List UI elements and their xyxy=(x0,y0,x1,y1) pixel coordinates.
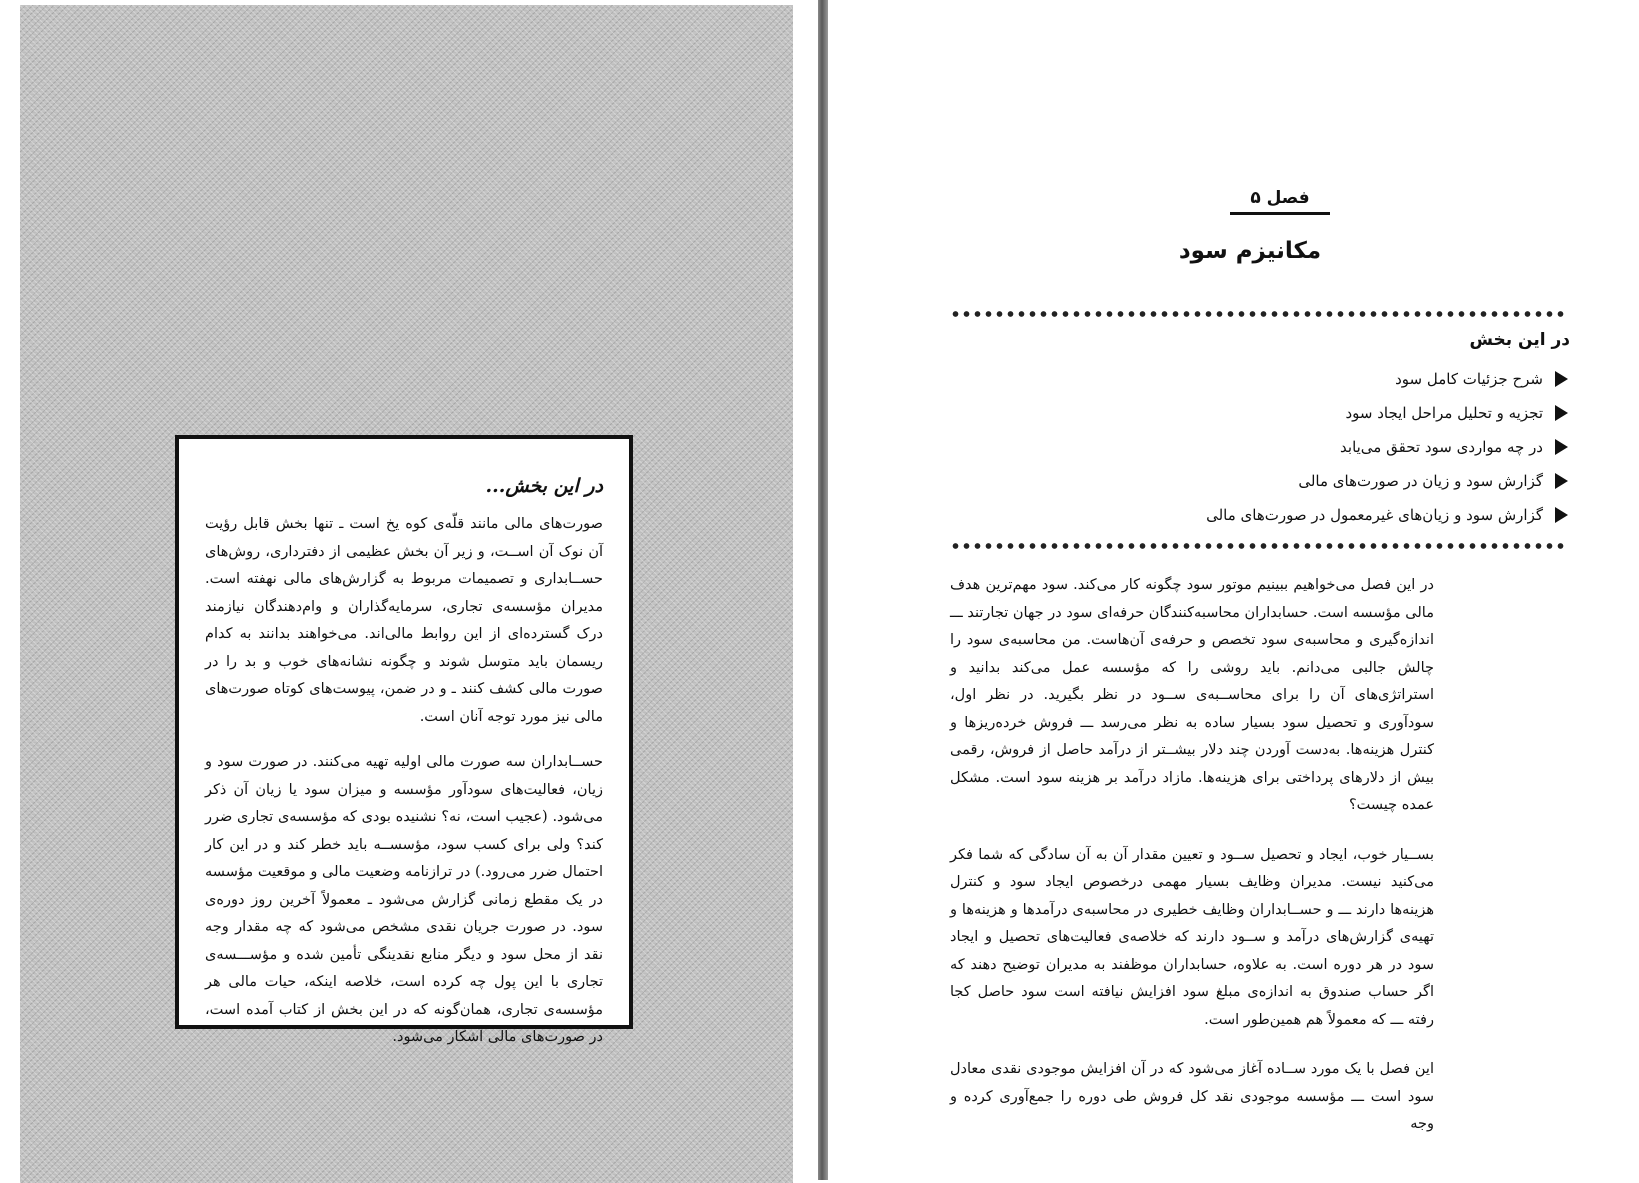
dotted-divider-bottom xyxy=(950,542,1566,550)
right-page xyxy=(930,0,1590,1180)
triangle-bullet-icon xyxy=(1555,473,1568,489)
list-item xyxy=(1206,430,1568,464)
list-item-text: شرح جزئیات کامل سود xyxy=(1395,370,1543,388)
triangle-bullet-icon xyxy=(1555,405,1568,421)
list-item-text: گزارش سود و زیان‌های غیرمعمول در صورت‌های مالی xyxy=(1206,506,1543,524)
intro-paragraph-2: حســابداران سه صورت مالی اولیه تهیه می‌کنند. در صورت سود و زیان، فعالیت‌های سودآور مؤسسه و میزان سود یا زیان آن ذکر می‌شود. (عجیب است، نه؟ نشنیده بودی که مؤسسه‌ی تجاری ضرر کند؟ ولی برای کسب سود، مؤسســه باید خطر کند و در این کار احتمال ضرر می‌رود.) در ترازنامه وضعیت مالی و موقعیت مؤسسه در یک مقطع زمانی گزارش می‌شود ـ معمولاً آخرین روز دوره‌ی سود. در صورت جریان نقدی مشخص می‌شود که چه مقدار وجه نقد از محل سود و دیگر منابع نقدینگی تأمین شده و مؤســـسه‌ی تجاری با این پول چه کرده است، خلاصه اینکه، حیات مالی هر مؤسسه‌ی تجاری، همان‌گونه که در این بخش از کتاب آمده است، در صورت‌های مالی آشکار می‌شود. xyxy=(205,754,603,1045)
list-item xyxy=(1206,498,1568,532)
list-item-text: گزارش سود و زیان در صورت‌های مالی xyxy=(1298,472,1543,490)
left-page xyxy=(20,5,793,1183)
triangle-bullet-icon xyxy=(1555,507,1568,523)
intro-box-title: در این بخش... xyxy=(485,475,603,497)
list-item xyxy=(1206,396,1568,430)
chapter-body xyxy=(950,572,1434,1161)
body-paragraph-3: این فصل با یک مورد ســاده آغاز می‌شود که در آن افزایش موجودی نقدی معادل سود است ـــ مؤسسه موجودی نقد کل فروش طی دوره را جمع‌آوری کرده و وجه xyxy=(950,1061,1434,1132)
triangle-bullet-icon xyxy=(1555,371,1568,387)
bullet-list xyxy=(1206,362,1568,532)
list-item xyxy=(1206,464,1568,498)
list-item xyxy=(1206,362,1568,396)
body-paragraph-1: در این فصل می‌خواهیم ببینیم موتور سود چگونه کار می‌کند. سود مهم‌ترین هدف مالی مؤسسه است. حسابداران محاسبه‌کنندگان حرفه‌ای سود در جهان تجارتند ـــ اندازه‌گیری و محاسبه‌ی سود تخصص و حرفه‌ی آن‌هاست. من محاسبه‌ی سود را چالش جالبی می‌دانم. باید روشی را که مؤسسه عمل می‌کند بدانید و استراتژی‌های آن را برای محاســبه‌ی ســود در نظر بگیرید. در نظر اول، سودآوری و تحصیل سود بسیار ساده به نظر می‌رسد ـــ فروش خرده‌ریزها و کنترل هزینه‌ها. به‌دست آوردن چند دلار بیشــتر از درآمد حاصل از فروش، رقمی بیش از دلارهای پرداختی برای هزینه‌ها. مازاد درآمد بر هزینه سود است. مشکل عمده چیست؟ xyxy=(950,577,1434,813)
intro-paragraph-1: صورت‌های مالی مانند قلّه‌ی کوه یخ است ـ تنها بخش قابل رؤیت آن نوک آن اســت، و زیر آن بخش عظیمی از دفترداری، روش‌های حســابداری و تصمیمات مربوط به گزارش‌های مالی نهفته است. مدیران مؤسسه‌ی تجاری، سرمایه‌گذاران و وام‌دهندگان نیازمند درک گسترده‌ای از این روابط مالی‌اند. می‌خواهند بدانند به کدام ریسمان باید متوسل شوند و چگونه نشانه‌های خوب و بد را در صورت مالی کشف کنند ـ و در ضمن، پیوست‌های کوتاه صورت‌های مالی نیز مورد توجه آنان است. xyxy=(205,516,603,725)
list-item-text: تجزیه و تحلیل مراحل ایجاد سود xyxy=(1345,404,1543,422)
book-gutter xyxy=(818,0,828,1180)
dotted-divider-top xyxy=(950,310,1566,318)
list-item-text: در چه مواردی سود تحقق می‌یابد xyxy=(1340,438,1543,456)
section-heading: در این بخش xyxy=(1469,330,1570,350)
triangle-bullet-icon xyxy=(1555,439,1568,455)
chapter-label: فصل ۵ xyxy=(1230,188,1330,215)
body-paragraph-2: بســیار خوب، ایجاد و تحصیل ســود و تعیین مقدار آن به آن سادگی که شما فکر می‌کنید نیست. مدیران وظایف بسیار مهمی درخصوص ایجاد سود و کنترل هزینه‌ها دارند ـــ و حســابداران وظایف خطیری در محاسبه‌ی درآمدها و هزینه‌ها و تهیه‌ی گزارش‌های درآمد و ســود دارند که خلاصه‌ی فعالیت‌های تحصیل و ایجاد سود در هر دوره است. به علاوه، حسابداران موظفند به مدیران توضیح دهند که اگر حساب صندوق به اندازه‌ی مبلغ سود افزایش نیافته است سود حاصل کجا رفته ـــ که معمولاً هم همین‌طور است. xyxy=(950,846,1434,1028)
intro-box xyxy=(175,435,633,1045)
chapter-title: مکانیزم سود xyxy=(1178,238,1322,264)
